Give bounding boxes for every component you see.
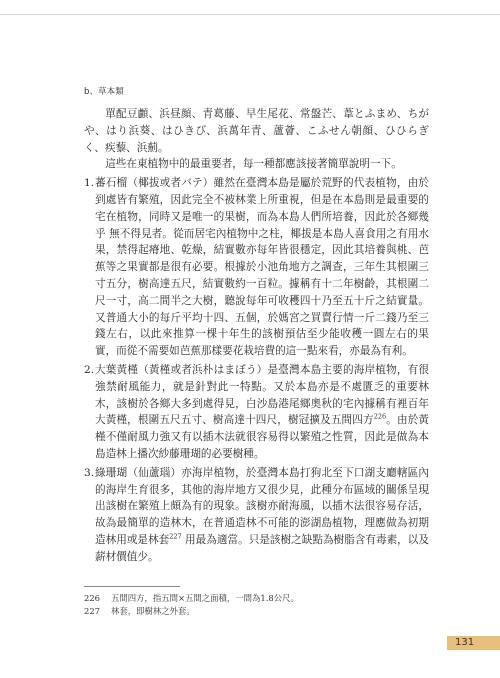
item-text: 綠珊瑚（仙蘆瑙）亦海岸植物，於臺灣本島打狗北至下口湖支廳轄區內的海岸生育很多，其他的海岸地方又很少見，此種分布區域的關係呈現出該樹在繁殖上頗為有的現象。該樹亦耐海風，以插木法很容易存活，故為最簡單的造林木，在普通造林不可能的澎湖島植物，理應做為初期造林用或是林套$^{227}$ 用最為適當。只是該樹之缺點為樹脂含有毒素，以及薪材價值少。 bbox=[95, 466, 429, 563]
intro-paragraph: 這些在東植物中的最重要者，每一種都應該接著簡單說明一下。 bbox=[105, 158, 402, 171]
footnote-number: 226 bbox=[84, 593, 100, 603]
top-rule bbox=[0, 14, 500, 15]
item-text: 大葉黃槿（黃槿或者浜朴はまぼう）是臺灣本島主要的海岸植物，有很強禁耐風能力，就是針對此一特點。又於本島亦是不處匱乏的重要林木，該樹於各鄉大多到處得見，白沙島港尾鄉奧秋的宅內據稱有裡百年大黃槿，根圍五尺五寸、樹高達十四尺，樹冠擴及五間四方$^{226}$。由於黃槿不僅耐風力強又有以插木法就很容易得以繁殖之性質，因此是做為本島造林上播次紗藤珊瑚的必要樹種。 bbox=[95, 363, 430, 460]
list-item bbox=[84, 175, 429, 360]
footnote-ref[interactable]: 226 bbox=[373, 412, 387, 421]
item-number: 3. bbox=[84, 466, 95, 479]
footnote-ref[interactable]: 227 bbox=[169, 532, 182, 541]
main-text bbox=[84, 86, 429, 566]
plant-list-paragraph: 單配豆顱、浜昼顔、青葛藤、早生尾花、常盤芒、葦とふまめ、ちがや、はり浜葵、はひきび、浜萬年青、蘆薈、こふせん朝顔、ひひらぎく、疾藜、浜薊。 bbox=[84, 108, 429, 154]
footnote-text: 林套，即樹林之外套。 bbox=[111, 606, 195, 616]
item-text: 蕃石榴（椰拔或者バテ）雖然在臺灣本島是屬於荒野的代表植物，由於到處皆有繁殖，因此完全不被林業上所重視，但是在本島則是最重要的宅在植物，同時又是唯一的果樹，而為本島人們所培養，因此於各鄉幾乎 無不得見者。從而居宅內植物中之柱，椰拔是本島人喜食用之有用水果，禁得起瘠地、乾燥，結實數亦每年皆很穩定，因此其培養與桃、芭蕉等之果實都是很有必要。根據於小池角地方之調查，三年生其根圍三寸五分，樹高達五尺，結實數約一百粒。據稱有十二年樹齡，其根圍二尺一寸，高二間半之大樹，聽說每年可收穫四十乃至五十斤之結實量。又普通大小的每斤平均十四、五個，於媽宮之買賣行情一斤二錢乃至三錢左右，以此來推算一棵十年生的該樹預估至少能收穫一圓左右的果實，而從不需要如芭蕉那樣要花栽培費的這一點來看，亦最為有利。 bbox=[95, 177, 429, 358]
section-heading: b、草本類 bbox=[84, 87, 124, 97]
list-item bbox=[84, 362, 429, 463]
item-number: 1. bbox=[84, 177, 95, 190]
footnote bbox=[84, 592, 429, 605]
page-number: 131 bbox=[447, 636, 500, 650]
footnote-divider bbox=[84, 586, 180, 587]
footnotes bbox=[84, 592, 429, 618]
list-item bbox=[84, 465, 429, 566]
item-number: 2. bbox=[84, 363, 95, 376]
footnote-text: 五間四方，指五間×五間之面積，一間為1.8公尺。 bbox=[111, 593, 299, 603]
footnote-number: 227 bbox=[84, 606, 100, 616]
footnote bbox=[84, 605, 429, 618]
